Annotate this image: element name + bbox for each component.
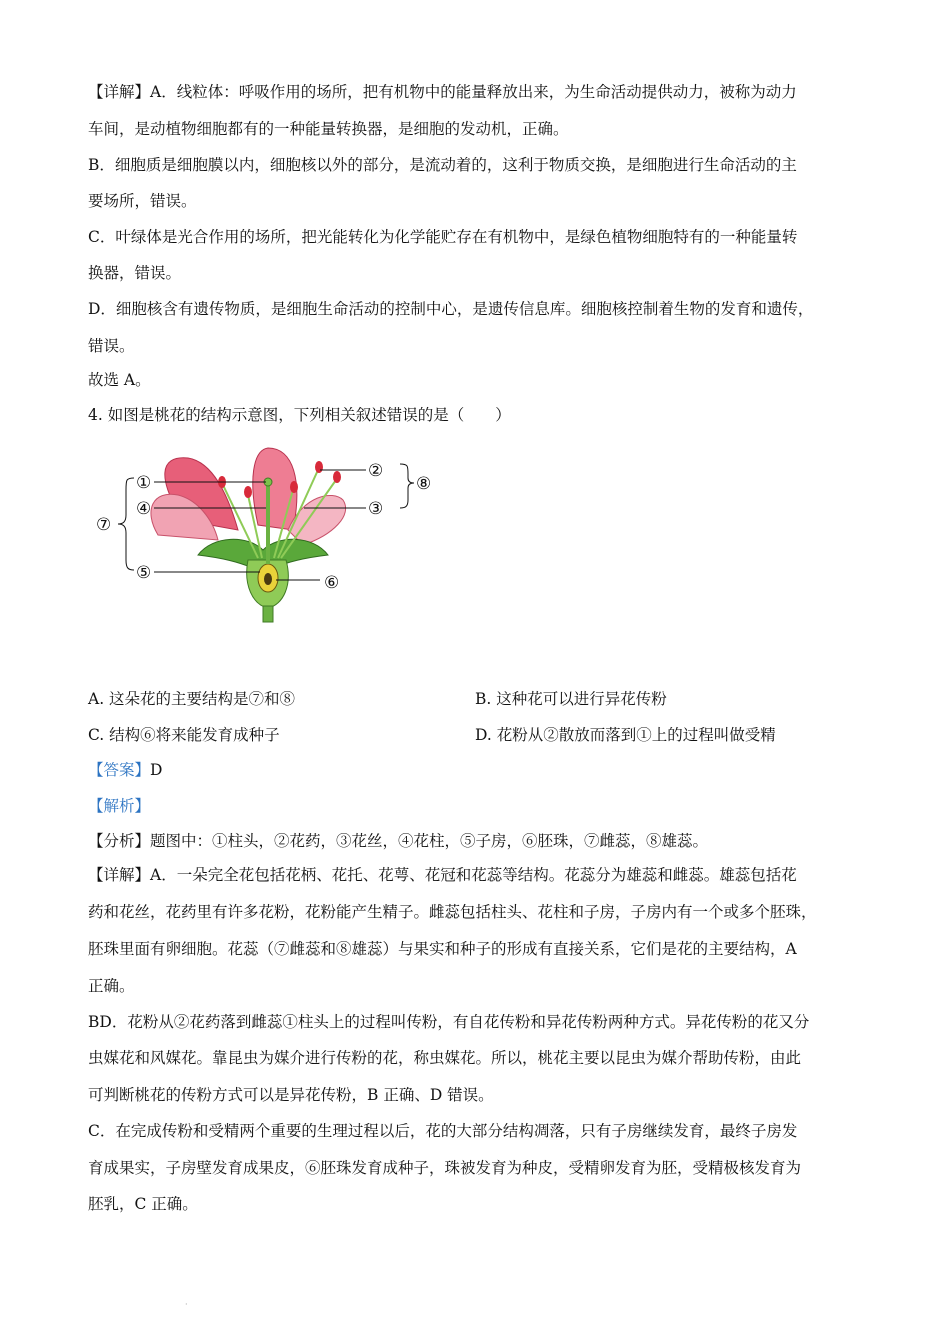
anther [290,481,298,493]
stalk [263,606,273,622]
option-d: D. 花粉从②散放而落到①上的过程叫做受精 [475,726,776,744]
fenxi-text: 题图中：①柱头，②花药，③花丝，④花柱，⑤子房，⑥胚珠，⑦雌蕊，⑧雄蕊。 [150,832,709,850]
detail-text: A．一朵完全花包括花柄、花托、花萼、花冠和花蕊等结构。花蕊分为雄蕊和雌蕊。雄蕊包括花 [150,866,797,884]
explain-line: 换器，错误。 [88,264,182,282]
analysis-tag: 【解析】 [88,797,151,815]
explain-line: C．叶绿体是光合作用的场所，把光能转化为化学能贮存在有机物中，是绿色植物细胞特有的一种能量转 [88,228,798,246]
explain-line: 故选 A。 [88,371,151,389]
detail-line: BD．花粉从②花药落到雌蕊①柱头上的过程叫传粉，有自花传粉和异花传粉两种方式。异花传粉的花又分 [88,1013,810,1031]
option-c: C. 结构⑥将来能发育成种子 [88,726,280,744]
peach-flower-diagram [88,440,448,630]
flower-illustration [88,440,448,630]
petal-right [253,448,297,530]
anther [333,471,341,483]
detail-line: 正确。 [88,977,135,995]
anther [315,461,323,473]
detail-line: C．在完成传粉和受精两个重要的生理过程以后，花的大部分结构凋落，只有子房继续发育，最终子房发 [88,1122,798,1140]
explain-line: B．细胞质是细胞膜以内，细胞核以外的部分，是流动着的，这利于物质交换，是细胞进行生命活动的主 [88,156,797,174]
detail-tag: 【详解】 [88,866,151,884]
detail-line [88,865,797,885]
detail-line: 虫媒花和风媒花。靠昆虫为媒介进行传粉的花，称虫媒花。所以，桃花主要以昆虫为媒介帮助传粉，由此 [88,1049,802,1067]
label-8: ⑧ [416,474,432,494]
label-5: ⑤ [136,563,152,583]
question-stem: 4. 如图是桃花的结构示意图，下列相关叙述错误的是（ ） [88,406,511,424]
option-a: A. 这朵花的主要结构是⑦和⑧ [88,690,296,708]
explain-line [88,82,797,102]
fenxi-line [88,831,708,851]
fenxi-tag: 【分析】 [88,832,151,850]
explain-line: D．细胞核含有遗传物质，是细胞生命活动的控制中心，是遗传信息库。细胞核控制着生物的发育和遗传， [88,300,814,318]
label-4: ④ [136,499,152,519]
footer-mark: · [185,1300,188,1309]
label-2: ② [368,461,384,481]
detail-line: 可判断桃花的传粉方式可以是异花传粉，B 正确、D 错误。 [88,1086,494,1104]
explain-text: A．线粒体：呼吸作用的场所，把有机物中的能量释放出来，为生命活动提供动力，被称为动力 [150,83,797,101]
detail-tag: 【详解】 [88,83,151,101]
label-7: ⑦ [96,515,112,535]
option-b: B. 这种花可以进行异花传粉 [475,690,667,708]
label-3: ③ [368,499,384,519]
anther [244,486,252,498]
detail-line: 胚珠里面有卵细胞。花蕊（⑦雌蕊和⑧雄蕊）与果实和种子的形成有直接关系，它们是花的主要结构，A [88,940,797,958]
answer-value: D [150,761,163,779]
label-1: ① [136,473,152,493]
ovule [264,573,272,585]
answer-tag: 【答案】 [88,761,151,779]
detail-line: 胚乳，C 正确。 [88,1195,198,1213]
explain-line: 车间，是动植物细胞都有的一种能量转换器，是细胞的发动机，正确。 [88,120,569,138]
detail-line: 育成果实，子房壁发育成果皮，⑥胚珠发育成种子，珠被发育为种皮，受精卵发育为胚，受精极核发育为 [88,1159,802,1177]
answer-line [88,760,162,780]
label-6: ⑥ [324,573,340,593]
explain-line: 错误。 [88,337,135,355]
explain-line: 要场所，错误。 [88,192,197,210]
detail-line: 药和花丝，花药里有许多花粉，花粉能产生精子。雌蕊包括柱头、花柱和子房，子房内有一个或多个胚珠， [88,903,817,921]
